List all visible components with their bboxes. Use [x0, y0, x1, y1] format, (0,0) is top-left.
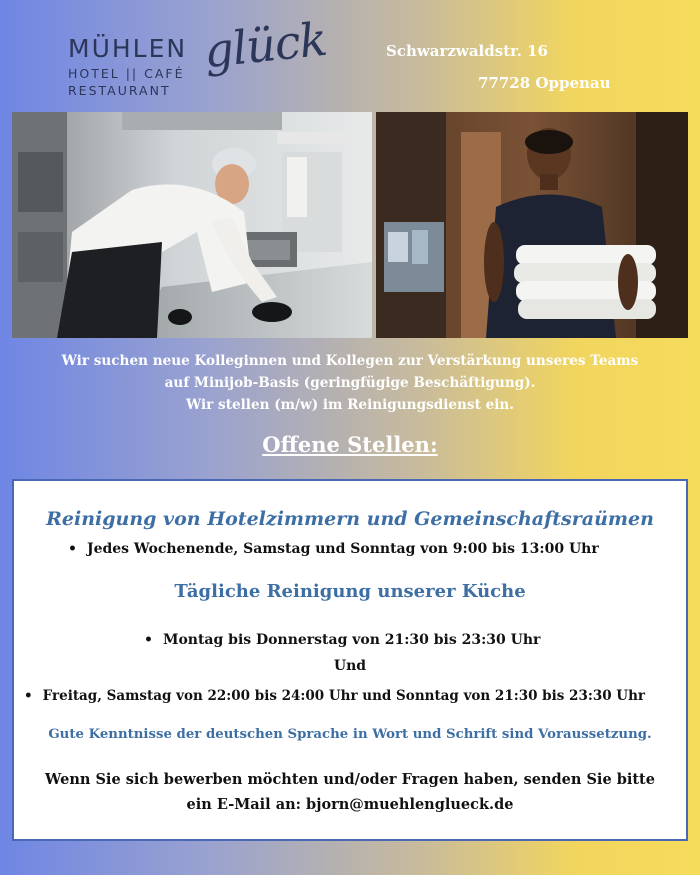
- intro-text: [0, 350, 700, 416]
- contact-line-2: ein E-Mail an: bjorn@muehlenglueck.de: [186, 796, 514, 813]
- kitchen-cleaning-photo: [12, 112, 372, 338]
- open-positions-heading: Offene Stellen:: [262, 432, 438, 457]
- address-city: 77728 Oppenau: [478, 74, 611, 92]
- logo-subline-1: HOTEL || CAFÉ: [68, 66, 185, 81]
- bullet-icon: •: [24, 688, 33, 704]
- rooms-schedule: Jedes Wochenende, Samstag und Sonntag von 9:00 bis 13:00 Uhr: [86, 541, 599, 557]
- bullet-icon: •: [68, 541, 77, 557]
- list-item: [144, 632, 540, 648]
- intro-line-3: Wir stellen (m/w) im Reinigungsdienst ein.: [185, 397, 515, 413]
- list-item: [68, 541, 599, 557]
- positions-panel: [12, 479, 688, 841]
- logo-subline-2: RESTAURANT: [68, 83, 171, 98]
- hotel-logo: [68, 11, 329, 108]
- contact-info: [14, 767, 686, 817]
- housekeeping-photo: [376, 112, 688, 338]
- intro-line-1: Wir suchen neue Kolleginnen und Kollegen zur Verstärkung unseres Teams: [61, 353, 639, 369]
- list-item: [24, 688, 645, 704]
- logo-script-text: glück: [201, 11, 329, 79]
- bullet-icon: •: [144, 632, 153, 648]
- section-title-kitchen: Tägliche Reinigung unserer Küche: [174, 581, 526, 602]
- kitchen-schedule-weekend: Freitag, Samstag von 22:00 bis 24:00 Uhr und Sonntag von 21:30 bis 23:30 Uhr: [42, 688, 646, 704]
- connector-text: Und: [333, 658, 367, 674]
- language-requirement: Gute Kenntnisse der deutschen Sprache in Wort und Schrift sind Voraussetzung.: [48, 727, 652, 742]
- contact-line-1: Wenn Sie sich bewerben möchten und/oder Fragen haben, senden Sie bitte: [45, 771, 655, 788]
- section-title-rooms: Reinigung von Hotelzimmern und Gemeinschaftsraümen: [46, 508, 654, 530]
- logo-wordmark: MÜHLEN: [68, 34, 188, 63]
- intro-line-2: auf Minijob-Basis (geringfügige Beschäftigung).: [164, 375, 536, 391]
- kitchen-schedule-weekdays: Montag bis Donnerstag von 21:30 bis 23:30 Uhr: [162, 632, 541, 648]
- address-street: Schwarzwaldstr. 16: [386, 42, 548, 60]
